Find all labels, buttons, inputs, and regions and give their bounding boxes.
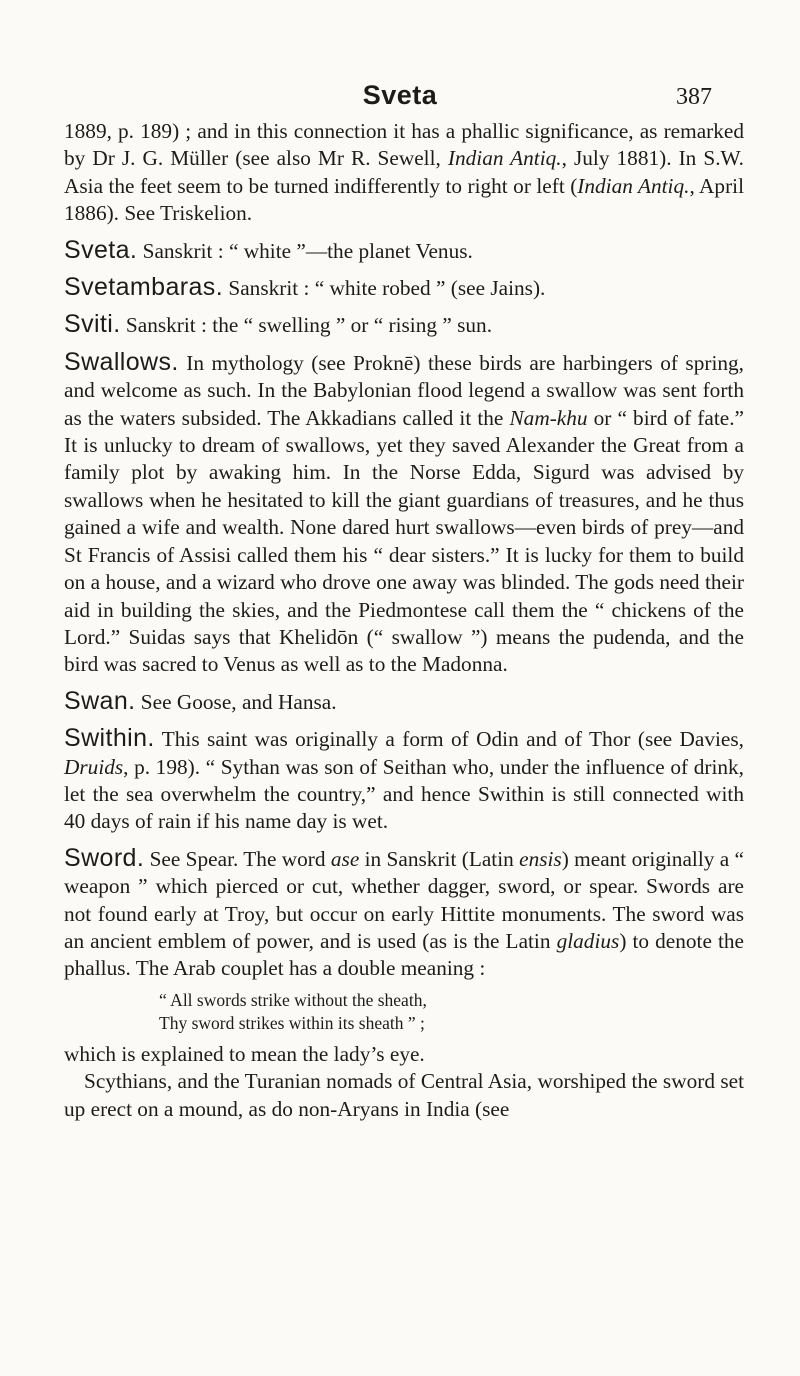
entry-sviti [64, 311, 744, 339]
entry-text: or “ bird of fate.” It is unlucky to dream of swallows, yet they saved Alexander the Great from a family plot by awaking him. In the Norse Edda, Sigurd was advised by swallows when he hesitated to kill the giant guardians of treasures, and he thus gained a wife and wealth. None dared hurt swallows—even birds of prey—and St Francis of Assisi called them his “ dear sisters.” It is lucky for them to build on a house, and a wizard who drove one away was blinded. The gods need their aid in building the skies, and the Piedmontese call them the “ chickens of the Lord.” Suidas says that Khelidōn (“ swallow ”) means the pudenda, and the bird was sacred to Venus as well as to the Madonna. [64, 405, 744, 677]
entry-swallows [64, 349, 744, 679]
couplet-line: “ All swords strike without the sheath, [159, 989, 427, 1010]
italic-term: Nam-khu [509, 405, 588, 430]
couplet-line: Thy sword strikes within its sheath ” ; [159, 1012, 425, 1033]
sword-next-paragraph: Scythians, and the Turanian nomads of Central Asia, worshiped the sword set up erect on a mound, as do non-Aryans in India (see [64, 1069, 744, 1121]
headword: Sword. [64, 843, 145, 872]
continued-paragraph [64, 118, 744, 228]
text-run: , April 1886). See Triskelion. [64, 173, 744, 226]
italic-citation: Druids [64, 754, 124, 779]
entry-text: See Goose, and Hansa. [135, 689, 337, 714]
italic-term: ensis [519, 846, 562, 871]
headword: Sviti. [64, 310, 121, 339]
text-run: , July 1881). In S.W. Asia the feet seem to be turned indifferently to right or left ( [64, 146, 744, 198]
text-run: 1889, p. 189) ; and in this connection it has a phallic significance, as remarked by Dr J. G. Müller (see also Mr R. Sewell, [64, 119, 744, 171]
headword: Swallows. [64, 347, 179, 376]
italic-term: gladius [556, 928, 620, 953]
running-title: Sveta [362, 80, 438, 110]
body-text [64, 118, 744, 1123]
italic-term: ase [330, 846, 360, 871]
entry-svetambaras [64, 274, 744, 302]
running-header [0, 80, 800, 114]
page-number: 387 [676, 84, 712, 110]
sword-continuation: which is explained to mean the lady’s eye. [64, 1041, 425, 1066]
entry-text: ) to denote the phallus. The Arab couplet has a double meaning : [64, 928, 744, 981]
headword: Swithin. [64, 724, 155, 753]
entry-sveta [64, 237, 744, 265]
entry-text: Sanskrit : “ white robed ” (see Jains). [223, 276, 546, 301]
entry-text: in Sanskrit (Latin [359, 846, 520, 871]
entry-text: See Spear. The word [144, 846, 331, 871]
italic-citation: Indian Antiq. [447, 146, 562, 171]
entry-text: ) meant originally a “ weapon ” which pierced or cut, whether dagger, sword, or spear. Swords are not found early at Troy, but occur on early Hittite monuments. The sword was an ancient emblem of power, and is used (as is the Latin [64, 846, 744, 953]
arab-couplet [64, 989, 744, 1035]
entry-sword [64, 845, 744, 983]
entry-swan [64, 688, 744, 716]
entry-swithin [64, 725, 744, 836]
entry-text: Sanskrit : “ white ”—the planet Venus. [137, 238, 473, 263]
entry-text: , p. 198). “ Sythan was son of Seithan who, under the influence of drink, let the sea overwhelm the country,” and hence Swithin is still connected with 40 days of rain if his name day is wet. [64, 754, 744, 834]
entry-text: This saint was originally a form of Odin and of Thor (see Davies, [154, 727, 744, 752]
entry-text: Sanskrit : the “ swelling ” or “ rising ” sun. [120, 313, 493, 338]
entry-text: In mythology (see Proknē) these birds are harbingers of spring, and welcome as such. In the Babylonian flood legend a swallow was sent forth as the waters subsided. The Akkadians called it the [64, 350, 744, 430]
headword: Swan. [64, 686, 136, 715]
headword: Sveta. [64, 235, 138, 264]
italic-citation: Indian Antiq. [577, 173, 690, 198]
headword: Svetambaras. [64, 273, 224, 302]
